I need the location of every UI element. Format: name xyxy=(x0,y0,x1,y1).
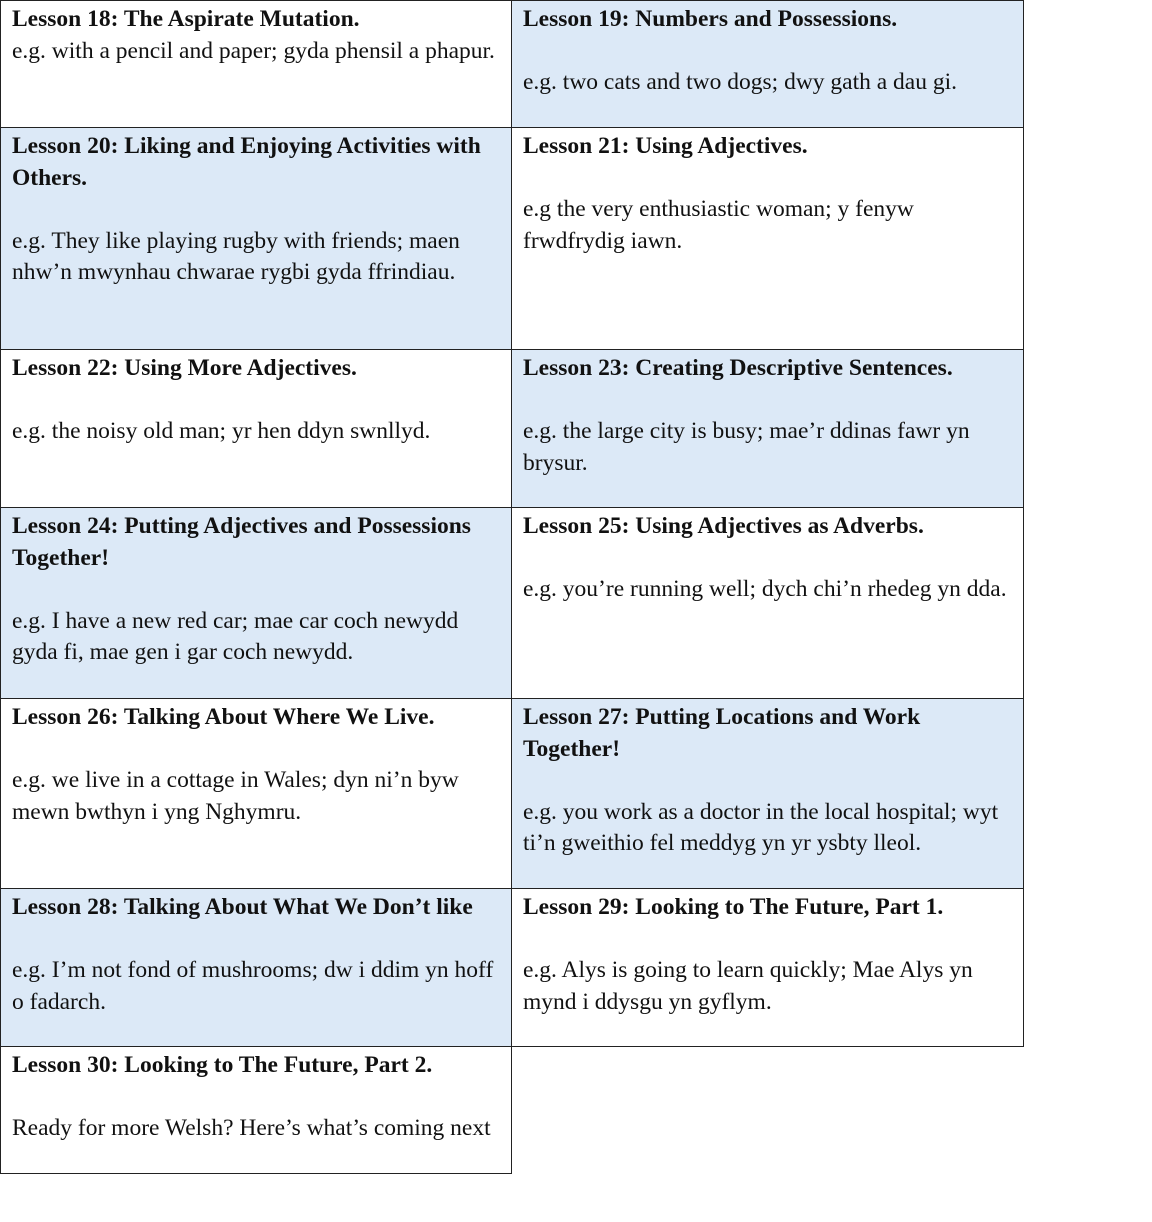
lesson-title: Lesson 28: Talking About What We Don’t like xyxy=(12,894,473,920)
lesson-example: e.g the very enthusiastic woman; y fenyw frwdfrydig iawn. xyxy=(523,196,914,254)
lesson-cell-18 xyxy=(0,0,512,128)
lesson-title: Lesson 25: Using Adjectives as Adverbs. xyxy=(523,513,924,539)
lesson-cell-29 xyxy=(511,888,1024,1047)
lesson-example: e.g. you work as a doctor in the local hospital; wyt ti’n gweithio fel meddyg yn yr ysbty lleol. xyxy=(523,798,999,856)
lesson-title: Lesson 22: Using More Adjectives. xyxy=(12,355,357,381)
lesson-cell-21 xyxy=(511,127,1024,350)
lesson-title: Lesson 29: Looking to The Future, Part 1. xyxy=(523,894,944,920)
lesson-cell-25 xyxy=(511,507,1024,699)
lesson-title: Lesson 21: Using Adjectives. xyxy=(523,133,808,159)
lesson-example: e.g. Alys is going to learn quickly; Mae Alys yn mynd i ddysgu yn gyflym. xyxy=(523,957,973,1015)
lesson-example: e.g. the large city is busy; mae’r ddinas fawr yn brysur. xyxy=(523,418,970,476)
lesson-cell-28 xyxy=(0,888,512,1047)
lesson-title: Lesson 18: The Aspirate Mutation. xyxy=(12,6,360,32)
lesson-cell-20 xyxy=(0,127,512,350)
lesson-title: Lesson 30: Looking to The Future, Part 2. xyxy=(12,1052,433,1078)
lesson-example: e.g. I’m not fond of mushrooms; dw i ddim yn hoff o fadarch. xyxy=(12,957,494,1015)
lesson-title: Lesson 26: Talking About Where We Live. xyxy=(12,704,435,730)
lesson-cell-27 xyxy=(511,698,1024,889)
lesson-cell-24 xyxy=(0,507,512,699)
lesson-title: Lesson 27: Putting Locations and Work Together! xyxy=(523,704,921,762)
lesson-example: e.g. we live in a cottage in Wales; dyn ni’n byw mewn bwthyn i yng Nghymru. xyxy=(12,767,459,825)
lesson-title: Lesson 19: Numbers and Possessions. xyxy=(523,6,898,32)
lesson-cell-19 xyxy=(511,0,1024,128)
lesson-example: Ready for more Welsh? Here’s what’s coming next xyxy=(12,1115,491,1141)
lesson-cell-23 xyxy=(511,349,1024,508)
lesson-example: e.g. the noisy old man; yr hen ddyn swnllyd. xyxy=(12,418,431,444)
lesson-example: e.g. They like playing rugby with friends; maen nhw’n mwynhau chwarae rygbi gyda ffrindiau. xyxy=(12,227,460,285)
lesson-cell-26 xyxy=(0,698,512,889)
lesson-cell-22 xyxy=(0,349,512,508)
lesson-example: e.g. two cats and two dogs; dwy gath a dau gi. xyxy=(523,69,958,95)
lesson-title: Lesson 24: Putting Adjectives and Possessions Together! xyxy=(12,513,471,571)
lesson-title: Lesson 20: Liking and Enjoying Activities with Others. xyxy=(12,133,481,191)
lesson-example: e.g. I have a new red car; mae car coch newydd gyda fi, mae gen i gar coch newydd. xyxy=(12,607,459,665)
lesson-example: e.g. you’re running well; dych chi’n rhedeg yn dda. xyxy=(523,576,1007,602)
lesson-title: Lesson 23: Creating Descriptive Sentences. xyxy=(523,355,953,381)
lesson-example: e.g. with a pencil and paper; gyda phensil a phapur. xyxy=(12,37,495,64)
lesson-cell-30 xyxy=(0,1046,512,1174)
